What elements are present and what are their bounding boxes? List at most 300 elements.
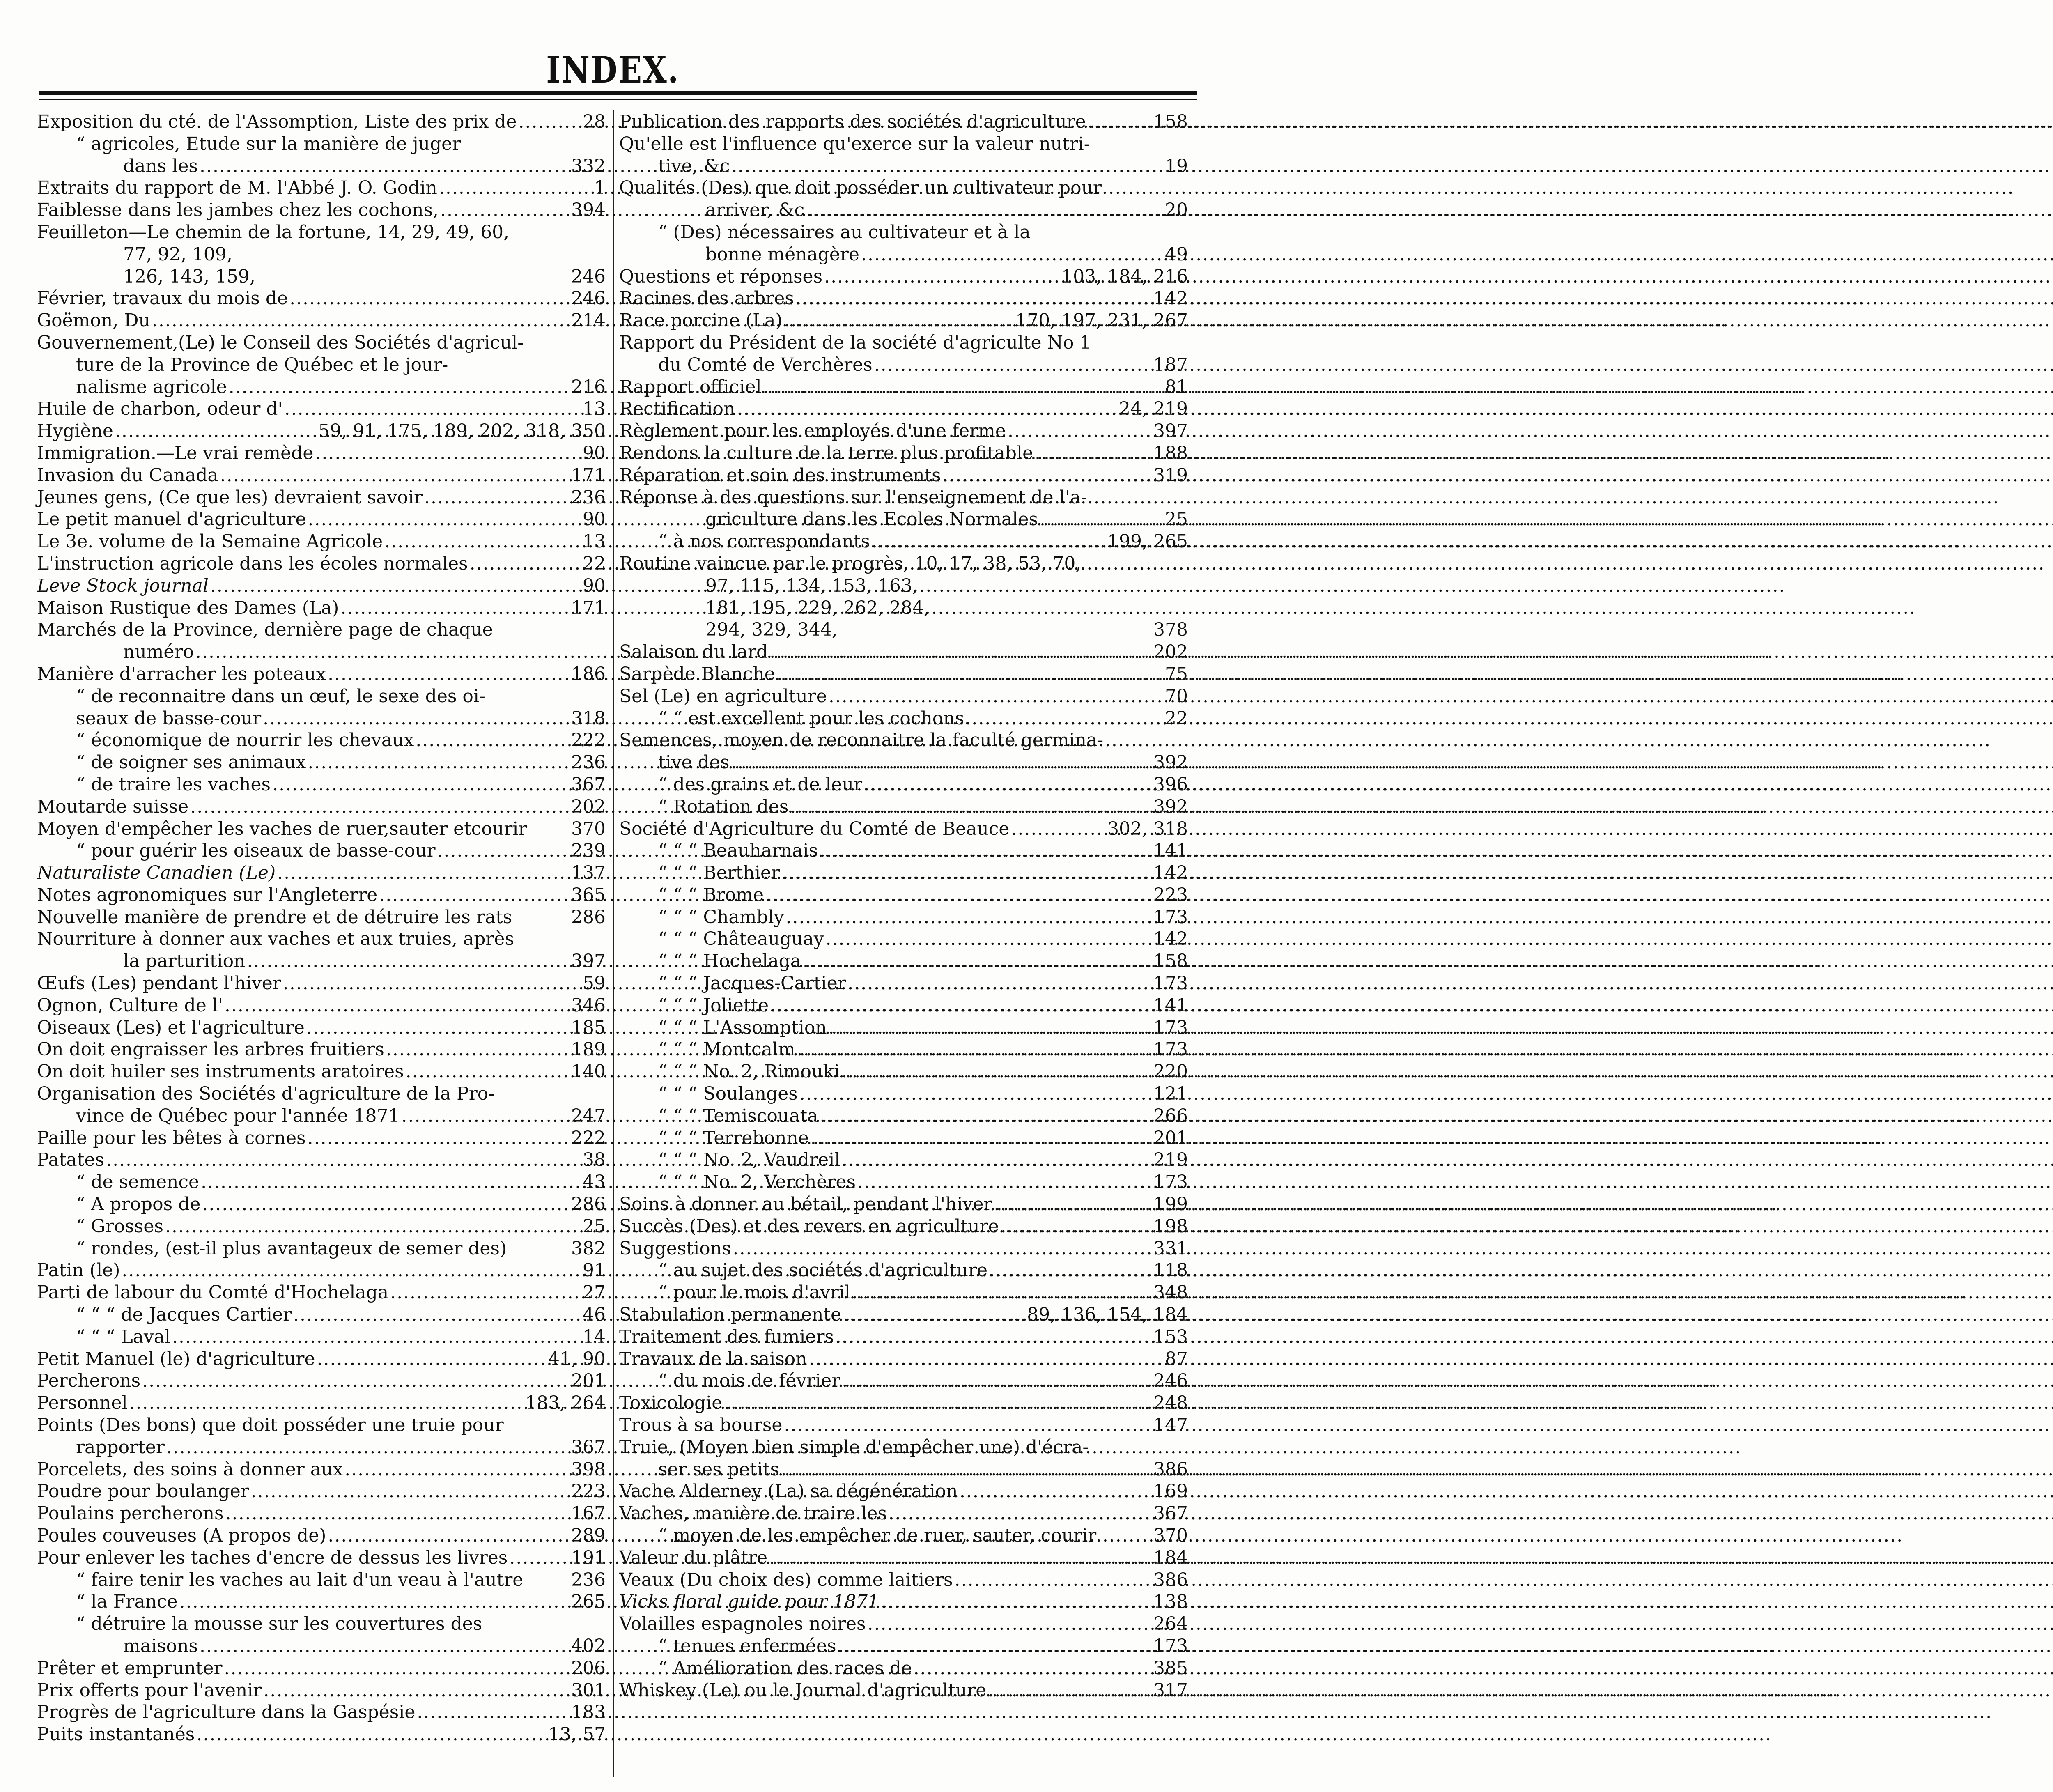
index-entry — [619, 1613, 1188, 1635]
entry-page: 332 — [571, 155, 606, 177]
entry-text: “ “ “ L'Assomption — [658, 1017, 827, 1038]
index-entry — [37, 1392, 606, 1414]
index-entry — [619, 1127, 1188, 1149]
entry-text: On doit engraisser les arbres fruitiers — [37, 1039, 384, 1060]
dot-leader — [289, 287, 570, 310]
entry-text: bonne ménagère — [705, 244, 859, 265]
entry-text: nalisme agricole — [76, 376, 227, 397]
dot-leader — [172, 1326, 581, 1348]
index-entry — [37, 1459, 606, 1481]
entry-page: 187 — [1153, 354, 1188, 375]
entry-page: 19 — [1165, 155, 1188, 177]
dot-leader — [1040, 508, 1163, 531]
index-entry — [37, 1193, 606, 1215]
entry-page: 38 — [583, 1149, 606, 1171]
entry-page: 184 — [1153, 1547, 1188, 1568]
entry-text: Percherons — [37, 1370, 141, 1392]
entry-page: 367 — [571, 1436, 606, 1458]
entry-text: Notes agronomiques sur l'Angleterre — [37, 884, 378, 905]
index-entry — [619, 729, 1188, 751]
dot-leader — [1011, 818, 1106, 840]
entry-text: Travaux de la saison — [619, 1348, 807, 1369]
entry-page: 191 — [571, 1547, 606, 1568]
entry-text: “ “ “ No. 2, Vaudreil — [658, 1149, 840, 1171]
entry-text: Leve Stock journal — [37, 575, 209, 596]
entry-text: Qu'elle est l'influence qu'exerce sur la valeur nutri- — [619, 133, 1090, 154]
entry-page: 302, 318 — [1107, 818, 1188, 839]
index-entry — [619, 133, 1188, 155]
entry-page: 367 — [571, 774, 606, 795]
entry-text: Moyen d'empêcher les vaches de ruer,sauter etcourir — [37, 818, 527, 839]
entry-text: “ moyen de les empêcher de ruer, sauter, courir — [658, 1525, 1097, 1546]
entry-text: Progrès de l'agriculture dans la Gaspésie — [37, 1702, 416, 1723]
index-entry — [37, 398, 606, 420]
entry-text: Rapport du Président de la société d'agriculte No 1 — [619, 332, 1091, 353]
index-entry — [619, 442, 1188, 464]
entry-text: “ “ “ Terrebonne — [658, 1127, 809, 1149]
entry-page: 141 — [1153, 840, 1188, 862]
entry-page: 103, 184, 216 — [1061, 266, 1188, 287]
entry-text: vince de Québec pour l'année 1871 — [76, 1105, 400, 1126]
index-entry — [619, 1348, 1188, 1370]
index-entry — [37, 1127, 606, 1149]
dot-leader — [406, 1061, 570, 1083]
dot-leader — [790, 796, 1152, 818]
dot-leader — [777, 663, 1163, 685]
entry-page: 90 — [583, 575, 606, 596]
index-entry — [619, 1149, 1188, 1171]
entry-text: Valeur du plâtre — [619, 1547, 768, 1568]
entry-page: 222 — [571, 1127, 606, 1149]
dot-leader — [328, 663, 570, 685]
entry-page: 246 — [1153, 1370, 1188, 1392]
index-entry — [619, 1503, 1188, 1525]
entry-text: “ “ “ No. 2, Rimouki — [658, 1061, 840, 1082]
index-entry — [619, 310, 1188, 332]
entry-text: la parturition — [123, 951, 246, 972]
entry-text: “ “ “ Châteauguay — [658, 928, 824, 950]
entry-page: 236 — [571, 487, 606, 508]
dot-leader — [317, 1348, 547, 1370]
dot-leader — [797, 1038, 1152, 1061]
entry-text: “ Amélioration des races de — [658, 1657, 912, 1679]
entry-text: Marchés de la Province, dernière page de chaque — [37, 619, 493, 641]
entry-text: Hygiène — [37, 420, 113, 442]
dot-leader — [769, 641, 1152, 663]
dot-leader — [959, 1480, 1152, 1503]
entry-page: 147 — [1153, 1415, 1188, 1436]
entry-page: 142 — [1153, 928, 1188, 950]
entry-page: 199 — [1153, 1194, 1188, 1215]
index-entry — [37, 928, 606, 950]
index-entry — [619, 1171, 1188, 1193]
entry-page: 318 — [571, 708, 606, 729]
entry-page: 402 — [571, 1635, 606, 1656]
index-entry — [619, 575, 1188, 597]
dot-leader — [769, 1547, 1152, 1569]
entry-page: 386 — [1153, 1459, 1188, 1480]
entry-page: 201 — [1153, 1127, 1188, 1149]
dot-leader — [829, 685, 1163, 708]
index-entry — [619, 663, 1188, 685]
index-entry — [619, 1017, 1188, 1039]
dot-leader — [811, 1127, 1152, 1149]
dot-leader — [229, 376, 570, 398]
entry-page: 396 — [1153, 774, 1188, 795]
entry-text: rapporter — [76, 1436, 165, 1458]
dot-leader — [315, 442, 581, 464]
index-entry — [37, 464, 606, 487]
entry-text: Extraits du rapport de M. l'Abbé J. O. Godin — [37, 177, 437, 199]
index-entry — [619, 1657, 1188, 1679]
entry-text: Vicks floral guide pour 1871 — [619, 1591, 879, 1613]
index-entry — [37, 840, 606, 862]
dot-leader — [989, 1259, 1152, 1282]
index-entry — [619, 1436, 1188, 1459]
entry-text: Gouvernement,(Le) le Conseil des Sociétés d'agricul- — [37, 332, 524, 353]
index-entry — [37, 1061, 606, 1083]
dot-leader — [988, 1679, 1152, 1702]
entry-text: Feuilleton—Le chemin de la fortune, 14, 29, 49, 60, — [37, 221, 510, 243]
entry-text: On doit huiler ses instruments aratoires — [37, 1061, 404, 1082]
entry-text: “ A propos de — [76, 1194, 201, 1215]
index-entry — [619, 487, 1188, 509]
entry-page: 140 — [571, 1061, 606, 1082]
dot-leader — [843, 1304, 1025, 1326]
index-entry — [37, 553, 606, 575]
dot-leader — [820, 840, 1152, 862]
entry-page: 173 — [1153, 973, 1188, 994]
dot-leader — [247, 950, 570, 972]
index-entry — [37, 663, 606, 685]
entry-text: Porcelets, des soins à donner aux — [37, 1459, 343, 1480]
index-entry — [37, 1017, 606, 1039]
entry-page: 24, 219 — [1119, 398, 1188, 420]
dot-leader — [872, 531, 1106, 553]
entry-text: Volailles espagnoles noires — [619, 1613, 866, 1635]
dot-leader — [955, 1569, 1152, 1591]
entry-page: 27 — [583, 1282, 606, 1303]
dot-leader — [733, 1238, 1152, 1260]
index-entry — [37, 508, 606, 531]
dot-leader — [857, 1171, 1152, 1193]
entry-page: 199, 265 — [1107, 531, 1188, 552]
dot-leader — [417, 1701, 570, 1723]
entry-page: 392 — [1153, 752, 1188, 773]
entry-text: Maison Rustique des Dames (La) — [37, 597, 339, 618]
entry-page: 392 — [1153, 796, 1188, 817]
index-entry — [37, 177, 606, 199]
index-entry — [619, 1259, 1188, 1282]
entry-text: Février, travaux du mois de — [37, 288, 288, 309]
index-entry — [619, 1547, 1188, 1569]
entry-page: 173 — [1153, 1017, 1188, 1038]
dot-leader — [308, 1127, 570, 1149]
entry-page: 385 — [1153, 1657, 1188, 1679]
entry-text: Invasion du Canada — [37, 464, 218, 486]
index-entry — [37, 1038, 606, 1061]
dot-leader — [308, 508, 581, 531]
index-entry — [37, 442, 606, 464]
entry-text: du Comté de Verchères — [658, 354, 873, 375]
entry-text: Sel (Le) en agriculture — [619, 685, 827, 707]
index-entry — [619, 508, 1188, 531]
index-entry — [37, 1105, 606, 1127]
entry-page: 370 — [1153, 1525, 1188, 1546]
entry-text: Race porcine (La) — [619, 310, 783, 331]
index-entry — [37, 906, 606, 928]
entry-text: Oiseaux (Les) et l'agriculture — [37, 1017, 305, 1038]
entry-page: 170, 197, 231, 267 — [1015, 310, 1188, 331]
index-entry — [37, 221, 606, 244]
entry-page: 397 — [1153, 420, 1188, 442]
entry-text: “ de traire les vaches — [76, 774, 271, 795]
entry-page: 246 — [571, 266, 606, 287]
entry-page: 70 — [1165, 685, 1188, 707]
entry-text: Prix offerts pour l'avenir — [37, 1679, 262, 1701]
dot-leader — [195, 641, 604, 663]
entry-text: Rapport officiel — [619, 376, 762, 397]
entry-page: 25 — [1165, 509, 1188, 530]
index-entry — [619, 1459, 1188, 1481]
index-entry — [619, 1392, 1188, 1414]
dot-leader — [277, 862, 570, 884]
entry-text: Société d'Agriculture du Comté de Beauce — [619, 818, 1010, 839]
dot-leader — [225, 1503, 570, 1525]
entry-page: 398 — [571, 1459, 606, 1480]
dot-leader — [165, 1215, 581, 1238]
index-entry — [37, 244, 606, 266]
index-entry — [37, 1569, 606, 1591]
entry-text: “ rondes, (est-il plus avantageux de semer des) — [76, 1238, 507, 1259]
index-entry — [37, 1480, 606, 1503]
entry-text: “ “ “ de Jacques Cartier — [76, 1304, 292, 1326]
dot-leader — [424, 487, 570, 509]
dot-leader — [470, 553, 581, 575]
index-entry — [619, 376, 1188, 398]
dot-leader — [731, 155, 1163, 177]
dot-leader — [842, 1370, 1152, 1392]
entry-text: seaux de basse-cour — [76, 708, 262, 729]
entry-text: Poudre pour boulanger — [37, 1481, 249, 1502]
dot-leader — [220, 464, 570, 487]
dot-leader — [509, 1547, 570, 1569]
entry-text: Qualités (Des) que doit posséder un cultivateur pour — [619, 177, 1102, 199]
entry-page: 202 — [571, 796, 606, 817]
entry-text: “ “ “ Chambly — [658, 906, 784, 928]
entry-text: Prêter et emprunter — [37, 1657, 223, 1679]
dot-leader — [796, 287, 1152, 310]
index-entry — [37, 531, 606, 553]
dot-leader — [781, 1459, 1152, 1481]
header-rule-thick — [39, 91, 1197, 95]
entry-page: 286 — [571, 906, 606, 928]
index-entry — [619, 221, 1188, 244]
entry-text: “ Rotation des — [658, 796, 789, 817]
entry-text: Naturaliste Canadien (Le) — [37, 862, 276, 884]
entry-page: 173 — [1153, 1635, 1188, 1656]
entry-page: 188 — [1153, 442, 1188, 464]
index-entry — [619, 972, 1188, 995]
index-entry — [37, 155, 606, 177]
index-entry — [37, 1304, 606, 1326]
index-entry — [619, 531, 1188, 553]
index-entry — [619, 332, 1188, 354]
dot-leader — [439, 177, 592, 199]
index-entry — [37, 354, 606, 376]
index-entry — [619, 1193, 1188, 1215]
index-entry — [37, 1215, 606, 1238]
entry-text: “ du mois de février — [658, 1370, 840, 1392]
entry-text: “ “ “ Berthier — [658, 862, 780, 884]
index-entry — [619, 950, 1188, 972]
index-entry — [619, 685, 1188, 708]
entry-text: “ “ “ No. 2, Verchères — [658, 1172, 856, 1193]
index-entry — [619, 464, 1188, 487]
entry-text: tive des — [658, 752, 730, 773]
dot-leader — [806, 199, 1163, 221]
entry-text: “ “ est excellent pour les cochons. — [658, 708, 970, 729]
entry-page: 346 — [571, 995, 606, 1016]
entry-page: 121 — [1153, 1083, 1188, 1105]
entry-text: Goëmon, Du — [37, 310, 150, 331]
index-entry — [37, 708, 606, 730]
dot-leader — [202, 1193, 570, 1215]
entry-page: 90 — [583, 509, 606, 530]
entry-text: Succès (Des) et des revers en agriculture — [619, 1215, 999, 1237]
dot-leader — [263, 708, 570, 730]
entry-page: 13 — [583, 398, 606, 420]
entry-text: Moutarde suisse — [37, 796, 189, 817]
entry-text: “ “ “ Joliette — [658, 995, 769, 1016]
dot-leader — [848, 972, 1152, 995]
entry-text: Traitement des fumiers — [619, 1326, 834, 1347]
entry-text: Truie, (Moyen bien simple d'empêcher une) d'écra- — [619, 1436, 1089, 1458]
entry-text: Exposition du cté. de l'Assomption, Liste des prix de — [37, 111, 517, 132]
entry-page: 14 — [583, 1326, 606, 1347]
entry-text: maisons — [123, 1635, 198, 1656]
dot-leader — [824, 266, 1060, 288]
entry-text: “ agricoles, Etude sur la manière de juger — [76, 133, 461, 154]
entry-text: Réponse à des questions sur l'enseignement de l'a- — [619, 487, 1087, 508]
entry-page: 365 — [571, 884, 606, 905]
index-entry — [37, 133, 606, 155]
entry-text: “ de reconnaitre dans un œuf, le sexe des oi- — [76, 685, 485, 707]
entry-text: Réparation et soin des instruments — [619, 464, 941, 486]
dot-leader — [142, 1370, 570, 1392]
entry-page: 171 — [571, 597, 606, 618]
entry-page: 173 — [1153, 906, 1188, 928]
entry-text: Puits instantanés — [37, 1724, 195, 1745]
entry-page: 13 — [583, 531, 606, 552]
entry-page: 220 — [1153, 1061, 1188, 1082]
dot-leader — [340, 597, 570, 619]
dot-leader — [402, 1105, 570, 1127]
dot-leader — [386, 1038, 570, 1061]
entry-text: “ “ “ Temiscouata — [658, 1105, 818, 1126]
entry-page: 397 — [571, 951, 606, 972]
entry-text: Poulains percherons — [37, 1503, 224, 1524]
dot-leader — [852, 1282, 1152, 1304]
dot-leader — [829, 1017, 1152, 1039]
dot-leader — [784, 310, 1014, 332]
entry-text: “ tenues enfermées — [658, 1635, 836, 1656]
entry-page: 91 — [583, 1260, 606, 1281]
entry-page: 46 — [583, 1304, 606, 1326]
dot-leader — [731, 751, 1152, 774]
entry-text: Règlement pour les employés d'une ferme — [619, 420, 1006, 442]
index-entry — [37, 376, 606, 398]
entry-text: “ “ “ Montcalm — [658, 1039, 795, 1060]
entry-text: “ “ “ Brome — [658, 884, 764, 905]
entry-text: Ognon, Culture de l' — [37, 995, 223, 1016]
index-entry — [37, 950, 606, 972]
dot-leader — [881, 1591, 1152, 1613]
entry-text: Parti de labour du Comté d'Hochelaga — [37, 1282, 389, 1303]
index-entry — [37, 266, 606, 288]
dot-leader — [864, 774, 1152, 796]
index-entry — [619, 398, 1188, 420]
entry-page: 89, 136, 154, 184 — [1027, 1304, 1188, 1326]
right-column — [619, 111, 1188, 1701]
entry-text: Huile de charbon, odeur d' — [37, 398, 283, 420]
entry-page: 90 — [583, 442, 606, 464]
entry-text: Semences, moyen de reconnaitre la faculté germina- — [619, 730, 1104, 751]
index-entry — [619, 177, 1188, 199]
index-entry — [619, 1304, 1188, 1326]
entry-text: “ “ “ Soulanges — [658, 1083, 798, 1105]
entry-text: “ à nos correspondants — [658, 531, 870, 552]
entry-page: 171 — [571, 464, 606, 486]
entry-page: 239 — [571, 840, 606, 862]
entry-text: ser ses petits — [658, 1459, 780, 1480]
entry-page: 59 — [583, 973, 606, 994]
entry-page: 348 — [1153, 1282, 1188, 1303]
entry-page: 41, 90 — [548, 1348, 606, 1369]
index-entry — [619, 840, 1188, 862]
entry-page: 331 — [1153, 1238, 1188, 1259]
entry-text: Vache Alderney (La) sa dégénération — [619, 1481, 958, 1502]
dot-leader — [1088, 111, 1152, 133]
dot-leader — [799, 1083, 1152, 1105]
entry-text: “ pour guérir les oiseaux de basse-cour — [76, 840, 436, 862]
entry-text: “ “ “ Laval — [76, 1326, 171, 1347]
entry-text: “ Grosses — [76, 1215, 163, 1237]
entry-text: Points (Des bons) que doit posséder une truie pour — [37, 1415, 504, 1436]
index-entry — [37, 1613, 606, 1635]
dot-leader — [784, 1414, 1152, 1436]
dot-leader — [842, 1149, 1152, 1171]
index-entry — [37, 1525, 606, 1547]
dot-leader — [293, 1304, 581, 1326]
entry-text: Vaches, manière de traire les — [619, 1503, 887, 1524]
entry-text: Nouvelle manière de prendre et de détruire les rats — [37, 906, 512, 928]
entry-page: 169 — [1153, 1481, 1188, 1502]
index-entry — [37, 1657, 606, 1679]
entry-page: 183, 264 — [525, 1392, 606, 1414]
entry-text: Œufs (Les) pendant l'hiver — [37, 973, 281, 994]
index-entry — [619, 420, 1188, 442]
dot-leader — [122, 1259, 581, 1282]
dot-leader — [115, 420, 317, 442]
entry-text: Patates — [37, 1149, 105, 1171]
index-entry — [37, 1436, 606, 1459]
entry-page: 141 — [1153, 995, 1188, 1016]
index-entry — [37, 597, 606, 619]
entry-page: 137 — [571, 862, 606, 884]
dot-leader — [1008, 420, 1152, 442]
index-entry — [37, 487, 606, 509]
